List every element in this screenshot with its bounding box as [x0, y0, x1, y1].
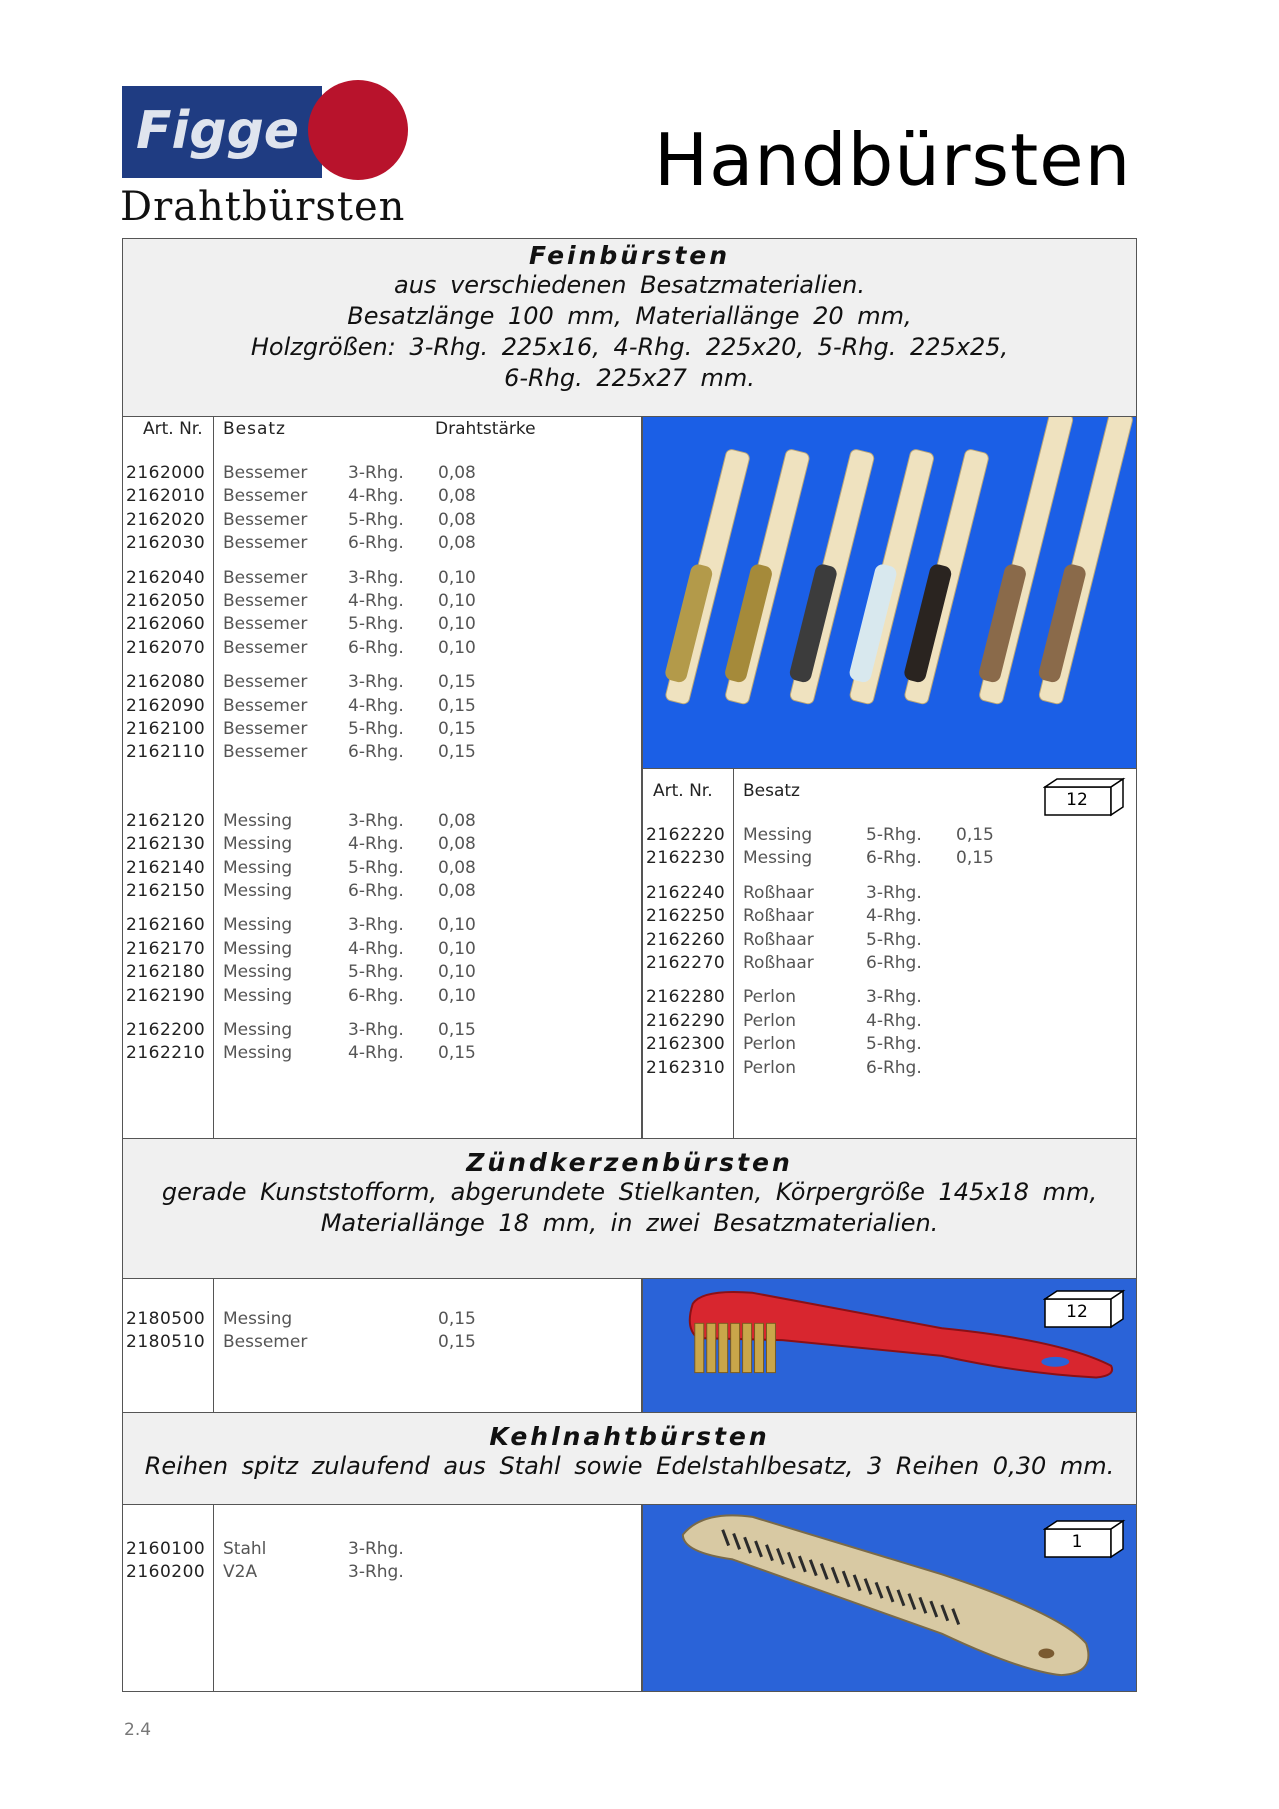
feinbuersten-photo	[642, 416, 1137, 770]
table-row	[123, 533, 641, 556]
rhg-cell: 3-Rhg.	[866, 882, 922, 903]
rhg-cell: 5-Rhg.	[866, 929, 922, 950]
table-row	[123, 811, 641, 834]
kehlnaht-line-1: Reihen spitz zulaufend aus Stahl sowie Edelstahlbesatz, 3 Reihen 0,30 mm.	[144, 1452, 1115, 1480]
besatz-cell: Bessemer	[223, 614, 308, 635]
besatz-cell: Bessemer	[223, 509, 308, 530]
drahtstaerke-cell: 0,15	[438, 672, 476, 693]
art-nr-cell: 2162140	[126, 857, 206, 878]
art-nr-cell: 2162240	[646, 882, 726, 903]
art-nr-cell: 2162150	[126, 881, 206, 901]
art-nr-cell: 2162300	[646, 1034, 726, 1055]
art-nr-cell: 2162230	[646, 848, 726, 869]
table-row	[643, 987, 1136, 1010]
rhg-cell: 4-Rhg.	[866, 1010, 922, 1031]
rhg-cell: 4-Rhg.	[348, 591, 404, 611]
besatz-cell: Roßhaar	[743, 953, 814, 973]
rhg-cell: 6-Rhg.	[348, 742, 404, 763]
drahtstaerke-cell: 0,15	[956, 825, 994, 845]
besatz-cell: Messing	[223, 962, 293, 983]
art-nr-cell: 2180510	[126, 1332, 206, 1353]
besatz-cell: Bessemer	[223, 591, 308, 611]
art-nr-cell: 2162090	[126, 695, 206, 716]
drahtstaerke-cell: 0,10	[438, 567, 476, 588]
rhg-cell: 4-Rhg.	[348, 1043, 404, 1064]
feinbuersten-heading: Feinbürsten	[528, 241, 731, 270]
pack-box-icon	[1043, 777, 1127, 817]
art-nr-cell: 2162020	[126, 509, 206, 530]
besatz-cell: Bessemer	[223, 672, 308, 693]
table-row	[643, 1034, 1136, 1057]
drahtstaerke-cell: 0,15	[438, 695, 476, 716]
besatz-cell: Messing	[223, 857, 293, 878]
art-nr-cell: 2162260	[646, 929, 726, 950]
drahtstaerke-cell: 0,08	[438, 857, 476, 878]
rhg-cell: 6-Rhg.	[348, 985, 404, 1006]
art-nr-cell: 2162110	[126, 742, 206, 763]
art-nr-cell: 2162040	[126, 567, 206, 588]
drahtstaerke-cell: 0,08	[438, 486, 476, 507]
feinbuersten-header	[122, 238, 1137, 418]
table-row	[123, 1043, 641, 1066]
besatz-cell: Bessemer	[223, 486, 308, 507]
page-title: Handbürsten	[654, 118, 1132, 202]
rhg-cell: 3-Rhg.	[348, 915, 404, 936]
table-row	[123, 568, 641, 591]
art-nr-cell: 2162060	[126, 614, 206, 635]
table-row	[123, 696, 641, 719]
besatz-cell: Stahl	[223, 1539, 267, 1559]
art-nr-cell: 2160100	[126, 1539, 206, 1559]
rhg-cell: 5-Rhg.	[348, 857, 404, 878]
table-row	[643, 883, 1136, 906]
art-nr-cell: 2162080	[126, 672, 206, 693]
table-row	[123, 1562, 641, 1585]
table-row	[123, 834, 641, 857]
art-nr-cell: 2162220	[646, 825, 726, 845]
pack-quantity: 12	[1066, 790, 1088, 810]
besatz-cell: Messing	[743, 848, 813, 869]
besatz-cell: Perlon	[743, 1057, 796, 1078]
besatz-cell: Bessemer	[223, 1332, 308, 1353]
table-row	[123, 463, 641, 486]
besatz-cell: Messing	[223, 1309, 293, 1329]
drahtstaerke-cell: 0,15	[438, 1020, 476, 1040]
table-row	[123, 591, 641, 614]
drahtstaerke-cell: 0,15	[438, 1332, 476, 1353]
besatz-cell: Perlon	[743, 1034, 796, 1055]
drahtstaerke-cell: 0,15	[956, 848, 994, 869]
rhg-cell: 4-Rhg.	[866, 906, 922, 927]
besatz-cell: Messing	[223, 810, 293, 831]
zuendkerzen-heading: Zündkerzenbürsten	[466, 1148, 793, 1177]
feinbuersten-table	[122, 416, 642, 1139]
kehlnaht-header	[122, 1412, 1137, 1506]
rhg-cell: 5-Rhg.	[348, 614, 404, 635]
zuendkerzen-photo	[642, 1278, 1137, 1414]
art-nr-cell: 2162070	[126, 637, 206, 658]
art-nr-cell: 2162000	[126, 463, 206, 483]
art-nr-cell: 2162010	[126, 486, 206, 507]
besatz-cell: Bessemer	[223, 719, 308, 739]
rhg-cell: 6-Rhg.	[866, 1057, 922, 1078]
besatz-cell: Bessemer	[223, 742, 308, 763]
art-nr-cell: 2162130	[126, 834, 206, 855]
feinbuersten-table-right	[642, 768, 1137, 1139]
drahtstaerke-cell: 0,10	[438, 985, 476, 1006]
besatz-cell: Messing	[223, 834, 293, 855]
table-row	[123, 986, 641, 1009]
zuendkerzen-line-2: Materiallänge 18 mm, in zwei Besatzmaterialien.	[320, 1209, 939, 1237]
art-nr-cell: 2162280	[646, 987, 726, 1008]
right-col-besatz: Besatz	[743, 781, 800, 801]
kehlnaht-photo	[642, 1504, 1137, 1692]
drahtstaerke-cell: 0,15	[438, 1043, 476, 1064]
table-row	[123, 1020, 641, 1043]
pack-quantity: 1	[1071, 1532, 1083, 1552]
table-row	[643, 848, 1136, 871]
art-nr-cell: 2162290	[646, 1010, 726, 1031]
drahtstaerke-cell: 0,08	[438, 834, 476, 855]
table-row	[643, 1011, 1136, 1034]
art-nr-cell: 2162210	[126, 1043, 206, 1064]
right-col-art-nr: Art. Nr.	[653, 781, 713, 801]
table-row	[123, 939, 641, 962]
table-row	[123, 962, 641, 985]
art-nr-cell: 2162250	[646, 906, 726, 927]
rhg-cell: 4-Rhg.	[348, 938, 404, 959]
drahtstaerke-cell: 0,10	[438, 591, 476, 611]
rhg-cell: 6-Rhg.	[348, 533, 404, 554]
drahtstaerke-cell: 0,08	[438, 509, 476, 530]
col-drahtstaerke: Drahtstärke	[435, 419, 536, 439]
page-number: 2.4	[124, 1720, 152, 1740]
rhg-cell: 6-Rhg.	[866, 848, 922, 869]
art-nr-cell: 2162190	[126, 985, 206, 1006]
rhg-cell: 4-Rhg.	[348, 486, 404, 507]
figge-logo	[122, 80, 414, 182]
besatz-cell: Messing	[223, 881, 293, 901]
rhg-cell: 3-Rhg.	[348, 810, 404, 831]
rhg-cell: 3-Rhg.	[348, 1539, 404, 1559]
art-nr-cell: 2162120	[126, 810, 206, 831]
besatz-cell: Bessemer	[223, 695, 308, 716]
table-row	[643, 906, 1136, 929]
rhg-cell: 6-Rhg.	[348, 637, 404, 658]
drahtstaerke-cell: 0,10	[438, 938, 476, 959]
table-row	[643, 930, 1136, 953]
besatz-cell: Messing	[223, 985, 293, 1006]
art-nr-cell: 2162180	[126, 962, 206, 983]
art-nr-cell: 2162270	[646, 953, 726, 973]
rhg-cell: 5-Rhg.	[866, 825, 922, 845]
besatz-cell: Messing	[743, 825, 813, 845]
table-row	[123, 1309, 641, 1332]
drahtstaerke-cell: 0,08	[438, 810, 476, 831]
besatz-cell: Roßhaar	[743, 929, 814, 950]
table-row	[123, 881, 641, 904]
table-row	[123, 1332, 641, 1355]
rhg-cell: 3-Rhg.	[866, 987, 922, 1008]
besatz-cell: Messing	[223, 1043, 293, 1064]
art-nr-cell: 2162170	[126, 938, 206, 959]
logo-subtitle: Drahtbürsten	[120, 184, 406, 230]
art-nr-cell: 2162200	[126, 1020, 206, 1040]
rhg-cell: 4-Rhg.	[348, 834, 404, 855]
table-row	[123, 719, 641, 742]
drahtstaerke-cell: 0,08	[438, 533, 476, 554]
besatz-cell: Messing	[223, 1020, 293, 1040]
rhg-cell: 5-Rhg.	[348, 509, 404, 530]
table-row	[123, 486, 641, 509]
art-nr-cell: 2160200	[126, 1562, 206, 1583]
drahtstaerke-cell: 0,10	[438, 915, 476, 936]
art-nr-cell: 2162160	[126, 915, 206, 936]
table-row	[123, 672, 641, 695]
besatz-cell: Bessemer	[223, 533, 308, 554]
rhg-cell: 3-Rhg.	[348, 1020, 404, 1040]
feinbuersten-line-1: aus verschiedenen Besatzmaterialien.	[394, 271, 865, 299]
besatz-cell: Bessemer	[223, 567, 308, 588]
drahtstaerke-cell: 0,15	[438, 719, 476, 739]
table-row	[643, 825, 1136, 848]
rhg-cell: 5-Rhg.	[348, 719, 404, 739]
drahtstaerke-cell: 0,08	[438, 881, 476, 901]
table-row	[123, 638, 641, 661]
feinbuersten-line-2: Besatzlänge 100 mm, Materiallänge 20 mm,	[347, 302, 912, 330]
pack-quantity: 12	[1066, 1302, 1088, 1322]
table-row	[123, 858, 641, 881]
rhg-cell: 3-Rhg.	[348, 463, 404, 483]
rhg-cell: 4-Rhg.	[348, 695, 404, 716]
table-row	[123, 614, 641, 637]
pack-box-icon	[1043, 1289, 1127, 1329]
drahtstaerke-cell: 0,10	[438, 637, 476, 658]
zuendkerzen-table	[122, 1278, 642, 1414]
rhg-cell: 6-Rhg.	[348, 881, 404, 901]
col-besatz: Besatz	[223, 419, 286, 439]
table-row	[123, 915, 641, 938]
table-row	[643, 953, 1136, 976]
rhg-cell: 3-Rhg.	[348, 672, 404, 693]
besatz-cell: Bessemer	[223, 637, 308, 658]
art-nr-cell: 2180500	[126, 1309, 206, 1329]
rhg-cell: 3-Rhg.	[348, 1562, 404, 1583]
svg-text:Figge: Figge	[136, 101, 300, 161]
drahtstaerke-cell: 0,10	[438, 614, 476, 635]
art-nr-cell: 2162030	[126, 533, 206, 554]
drahtstaerke-cell: 0,15	[438, 742, 476, 763]
besatz-cell: Bessemer	[223, 463, 308, 483]
table-row	[123, 1539, 641, 1562]
table-row	[643, 1058, 1136, 1081]
drahtstaerke-cell: 0,08	[438, 463, 476, 483]
kehlnaht-heading: Kehlnahtbürsten	[489, 1422, 770, 1451]
feinbuersten-line-4: 6-Rhg. 225x27 mm.	[504, 364, 755, 392]
besatz-cell: Messing	[223, 938, 293, 959]
rhg-cell: 3-Rhg.	[348, 567, 404, 588]
drahtstaerke-cell: 0,15	[438, 1309, 476, 1329]
art-nr-cell: 2162050	[126, 591, 206, 611]
besatz-cell: Perlon	[743, 987, 796, 1008]
col-art-nr: Art. Nr.	[143, 419, 203, 439]
besatz-cell: Roßhaar	[743, 882, 814, 903]
zuendkerzen-line-1: gerade Kunststofform, abgerundete Stielkanten, Körpergröße 145x18 mm,	[161, 1178, 1098, 1206]
besatz-cell: Perlon	[743, 1010, 796, 1031]
besatz-cell: Roßhaar	[743, 906, 814, 927]
besatz-cell: Messing	[223, 915, 293, 936]
feinbuersten-line-3: Holzgrößen: 3-Rhg. 225x16, 4-Rhg. 225x20, 5-Rhg. 225x25,	[250, 333, 1009, 361]
kehlnaht-table	[122, 1504, 642, 1692]
zuendkerzen-header	[122, 1138, 1137, 1280]
besatz-cell: V2A	[223, 1562, 258, 1583]
rhg-cell: 5-Rhg.	[866, 1034, 922, 1055]
pack-box-icon	[1043, 1519, 1127, 1559]
drahtstaerke-cell: 0,10	[438, 962, 476, 983]
rhg-cell: 6-Rhg.	[866, 953, 922, 973]
art-nr-cell: 2162100	[126, 719, 206, 739]
rhg-cell: 5-Rhg.	[348, 962, 404, 983]
art-nr-cell: 2162310	[646, 1057, 726, 1078]
table-row	[123, 742, 641, 765]
table-row	[123, 510, 641, 533]
